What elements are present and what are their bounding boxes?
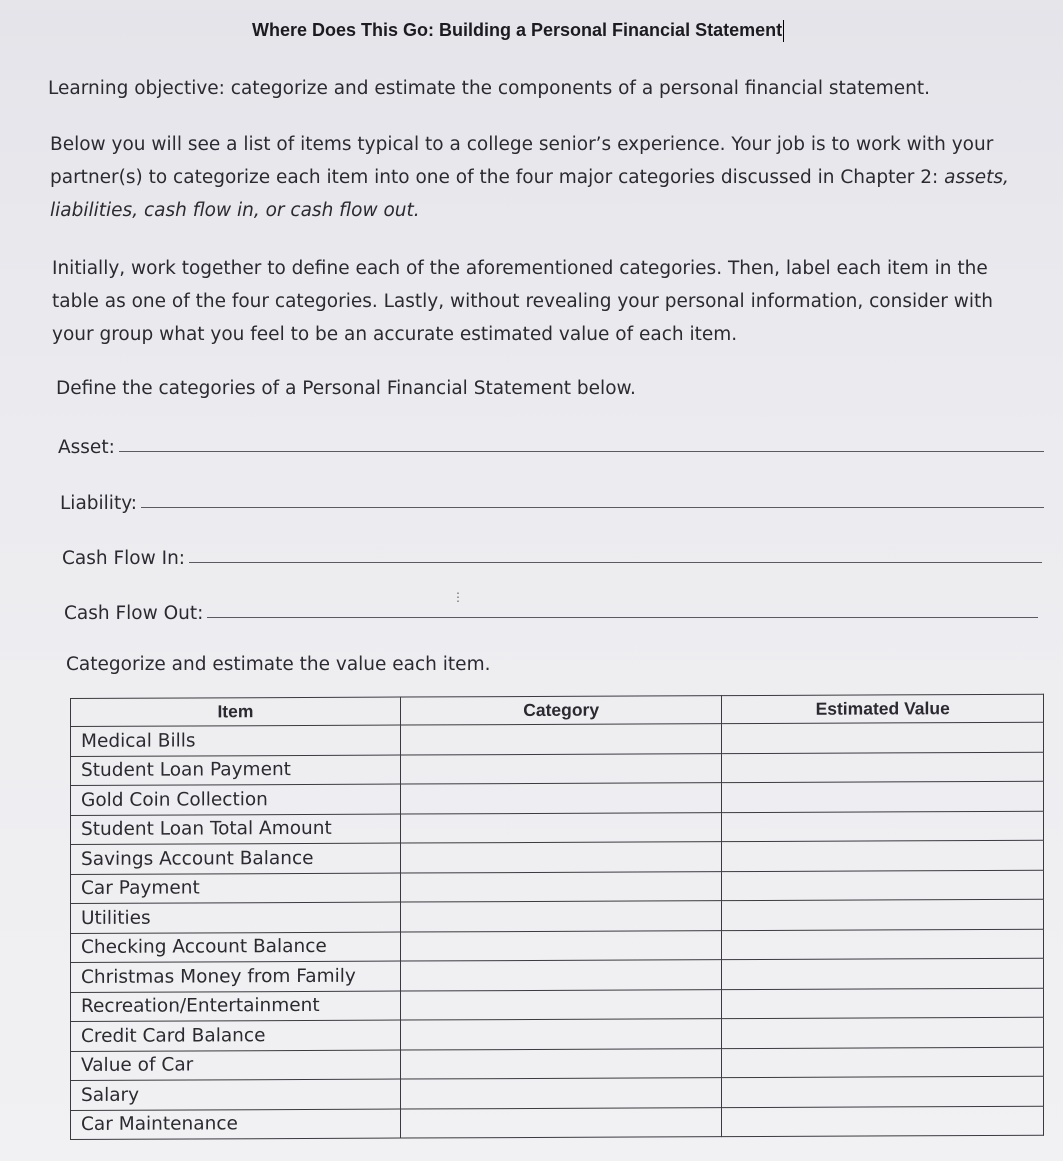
item-cell: Utilities (71, 902, 401, 933)
estimated-value-cell[interactable] (722, 811, 1044, 842)
category-cell[interactable] (400, 930, 722, 961)
category-cell[interactable] (400, 989, 722, 1020)
table-row (71, 722, 1044, 756)
categorize-prompt: Categorize and estimate the value each item. (66, 654, 491, 675)
item-cell: Medical Bills (71, 725, 401, 756)
liability-label: Liability: (60, 493, 138, 514)
instructions-paragraph: Initially, work together to define each of the aforementioned categories. Then, label each item in the table as one of the four categories. Lastly, without revealing your personal information, consider with your group what you feel to be an accurate estimated value of each item. (52, 258, 993, 345)
item-cell: Student Loan Total Amount (71, 814, 401, 845)
cash-flow-out-label: Cash Flow Out: (64, 603, 204, 624)
estimated-value-cell[interactable] (722, 899, 1044, 930)
learning-objective: Learning objective: categorize and estimate the components of a personal financial statement. (48, 78, 931, 99)
estimated-value-cell[interactable] (722, 1076, 1044, 1107)
table-row (71, 988, 1044, 1022)
top-edge (0, 0, 1063, 10)
intro-categories: assets, liabilities, cash flow in, or cash flow out. (50, 167, 1009, 221)
intro-paragraph (50, 128, 1035, 227)
table-row (71, 811, 1044, 845)
table-row (71, 929, 1044, 963)
item-cell: Value of Car (71, 1050, 401, 1081)
table-row (71, 899, 1044, 933)
stray-mark: ⋮ (452, 590, 464, 604)
table-row (71, 752, 1044, 786)
cash-flow-out-definition-field[interactable] (64, 594, 1038, 624)
estimated-value-cell[interactable] (722, 722, 1044, 753)
table-row (71, 958, 1044, 992)
table-header-row (71, 694, 1044, 726)
cash-flow-in-blank-line[interactable] (189, 561, 1042, 563)
table-row (71, 781, 1044, 815)
asset-blank-line[interactable] (119, 450, 1044, 452)
cash-flow-out-blank-line[interactable] (207, 616, 1038, 618)
document-title: Where Does This Go: Building a Personal Financial Statement (252, 20, 784, 42)
asset-label: Asset: (58, 437, 115, 458)
category-cell[interactable] (400, 871, 722, 902)
estimated-value-cell[interactable] (722, 870, 1044, 901)
table-row (71, 1017, 1044, 1051)
category-cell[interactable] (400, 1107, 722, 1138)
category-cell[interactable] (400, 1019, 722, 1050)
item-cell: Savings Account Balance (71, 843, 401, 874)
estimated-value-cell[interactable] (722, 988, 1044, 1019)
item-cell: Student Loan Payment (71, 755, 401, 786)
estimated-value-cell[interactable] (722, 781, 1044, 812)
table-row (71, 1106, 1044, 1140)
text-cursor (783, 20, 784, 42)
item-column-header: Item (71, 697, 401, 726)
estimated-value-cell[interactable] (722, 1047, 1044, 1078)
estimated-value-cell[interactable] (722, 1017, 1044, 1048)
intro-lead: Below you will see a list of items typical to a college senior’s experience. Your job is to work with your partner(s) to categorize each item into one of the four major categories discussed in Chapter 2: (50, 134, 994, 188)
define-prompt: Define the categories of a Personal Financial Statement below. (56, 378, 636, 399)
table-row (71, 1047, 1044, 1081)
estimated-value-cell[interactable] (722, 752, 1044, 783)
liability-blank-line[interactable] (141, 506, 1044, 508)
category-cell[interactable] (400, 812, 722, 843)
category-cell[interactable] (400, 960, 722, 991)
item-cell: Car Payment (71, 873, 401, 904)
item-cell: Christmas Money from Family (71, 961, 401, 992)
item-cell: Car Maintenance (71, 1109, 401, 1140)
cash-flow-in-definition-field[interactable] (62, 539, 1042, 569)
category-cell[interactable] (400, 1078, 722, 1109)
category-cell[interactable] (400, 1048, 722, 1079)
item-cell: Gold Coin Collection (71, 784, 401, 815)
item-cell: Checking Account Balance (71, 932, 401, 963)
category-cell[interactable] (400, 753, 722, 784)
items-table (70, 694, 1044, 1140)
estimated-value-cell[interactable] (722, 958, 1044, 989)
item-cell: Salary (71, 1079, 401, 1110)
item-cell: Credit Card Balance (71, 1020, 401, 1051)
cash-flow-in-label: Cash Flow In: (62, 548, 186, 569)
category-cell[interactable] (400, 842, 722, 873)
table-row (71, 870, 1044, 904)
cut-off-row (70, 1146, 1044, 1161)
table-row (71, 1076, 1044, 1110)
estimated-value-cell[interactable] (722, 840, 1044, 871)
estimated-value-cell[interactable] (722, 929, 1044, 960)
category-cell[interactable] (400, 724, 722, 755)
category-cell[interactable] (400, 783, 722, 814)
value-column-header: Estimated Value (722, 694, 1044, 723)
item-cell: Recreation/Entertainment (71, 991, 401, 1022)
asset-definition-field[interactable] (58, 428, 1044, 458)
category-column-header: Category (400, 696, 722, 725)
estimated-value-cell[interactable] (722, 1106, 1044, 1137)
category-cell[interactable] (400, 901, 722, 932)
liability-definition-field[interactable] (60, 484, 1044, 514)
table-row (71, 840, 1044, 874)
